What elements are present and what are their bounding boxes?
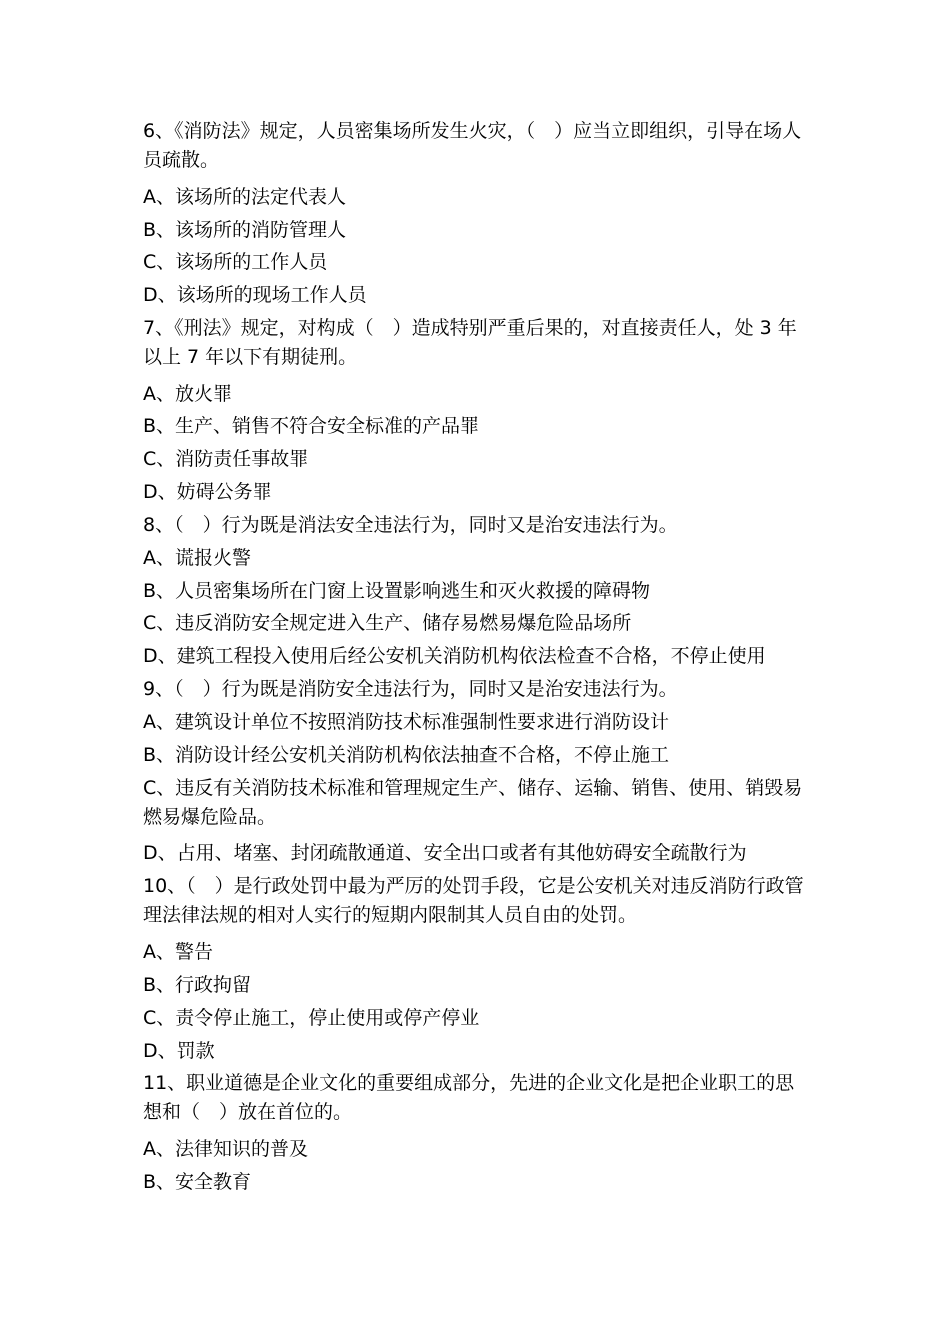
question-6-option-b: B、该场所的消防管理人 xyxy=(143,219,347,241)
question-10-option-a: A、警告 xyxy=(143,941,213,963)
question-11-option-a: A、法律知识的普及 xyxy=(143,1138,308,1160)
question-8-option-d: D、建筑工程投入使用后经公安机关消防机构依法检查不合格，不停止使用 xyxy=(143,645,766,667)
question-10-stem: 10、（ ）是行政处罚中最为严厉的处罚手段，它是公安机关对违反消防行政管理法律法规的相对人实行的短期内限制其人员自由的处罚。 xyxy=(143,875,804,926)
question-7-option-c: C、消防责任事故罪 xyxy=(143,448,309,470)
question-8-option-a: A、谎报火警 xyxy=(143,547,251,569)
question-9-option-a: A、建筑设计单位不按照消防技术标准强制性要求进行消防设计 xyxy=(143,711,669,733)
question-6-option-c: C、该场所的工作人员 xyxy=(143,251,328,273)
question-10-option-b: B、行政拘留 xyxy=(143,974,252,996)
question-8-option-b: B、人员密集场所在门窗上设置影响逃生和灭火救援的障碍物 xyxy=(143,580,651,602)
question-6-option-a: A、该场所的法定代表人 xyxy=(143,186,346,208)
question-7-option-b: B、生产、销售不符合安全标准的产品罪 xyxy=(143,415,480,437)
question-7-option-d: D、妨碍公务罪 xyxy=(143,481,272,503)
question-6-stem: 6、《消防法》规定，人员密集场所发生火灾，（ ）应当立即组织，引导在场人员疏散。 xyxy=(143,120,802,171)
question-10-option-c: C、责令停止施工，停止使用或停产停业 xyxy=(143,1007,480,1029)
question-11-stem: 11、职业道德是企业文化的重要组成部分，先进的企业文化是把企业职工的思想和（ ）放在首位的。 xyxy=(143,1072,795,1123)
question-9-option-c: C、违反有关消防技术标准和管理规定生产、储存、运输、销售、使用、销毁易燃易爆危险品。 xyxy=(143,777,803,828)
question-9-option-b: B、消防设计经公安机关消防机构依法抽查不合格，不停止施工 xyxy=(143,744,670,766)
question-11-option-b: B、安全教育 xyxy=(143,1171,252,1193)
question-6-option-d: D、该场所的现场工作人员 xyxy=(143,284,367,306)
question-9-option-d: D、占用、堵塞、封闭疏散通道、安全出口或者有其他妨碍安全疏散行为 xyxy=(143,842,747,864)
question-8-option-c: C、违反消防安全规定进入生产、储存易燃易爆危险品场所 xyxy=(143,612,632,634)
question-10-option-d: D、罚款 xyxy=(143,1040,215,1062)
question-7-stem: 7、《刑法》规定，对构成（ ）造成特别严重后果的，对直接责任人，处 3 年以上 7 年以下有期徒刑。 xyxy=(143,317,797,368)
question-8-stem: 8、（ ）行为既是消法安全违法行为，同时又是治安违法行为。 xyxy=(143,514,678,536)
question-7-option-a: A、放火罪 xyxy=(143,383,232,405)
question-9-stem: 9、（ ）行为既是消防安全违法行为，同时又是治安违法行为。 xyxy=(143,678,678,700)
